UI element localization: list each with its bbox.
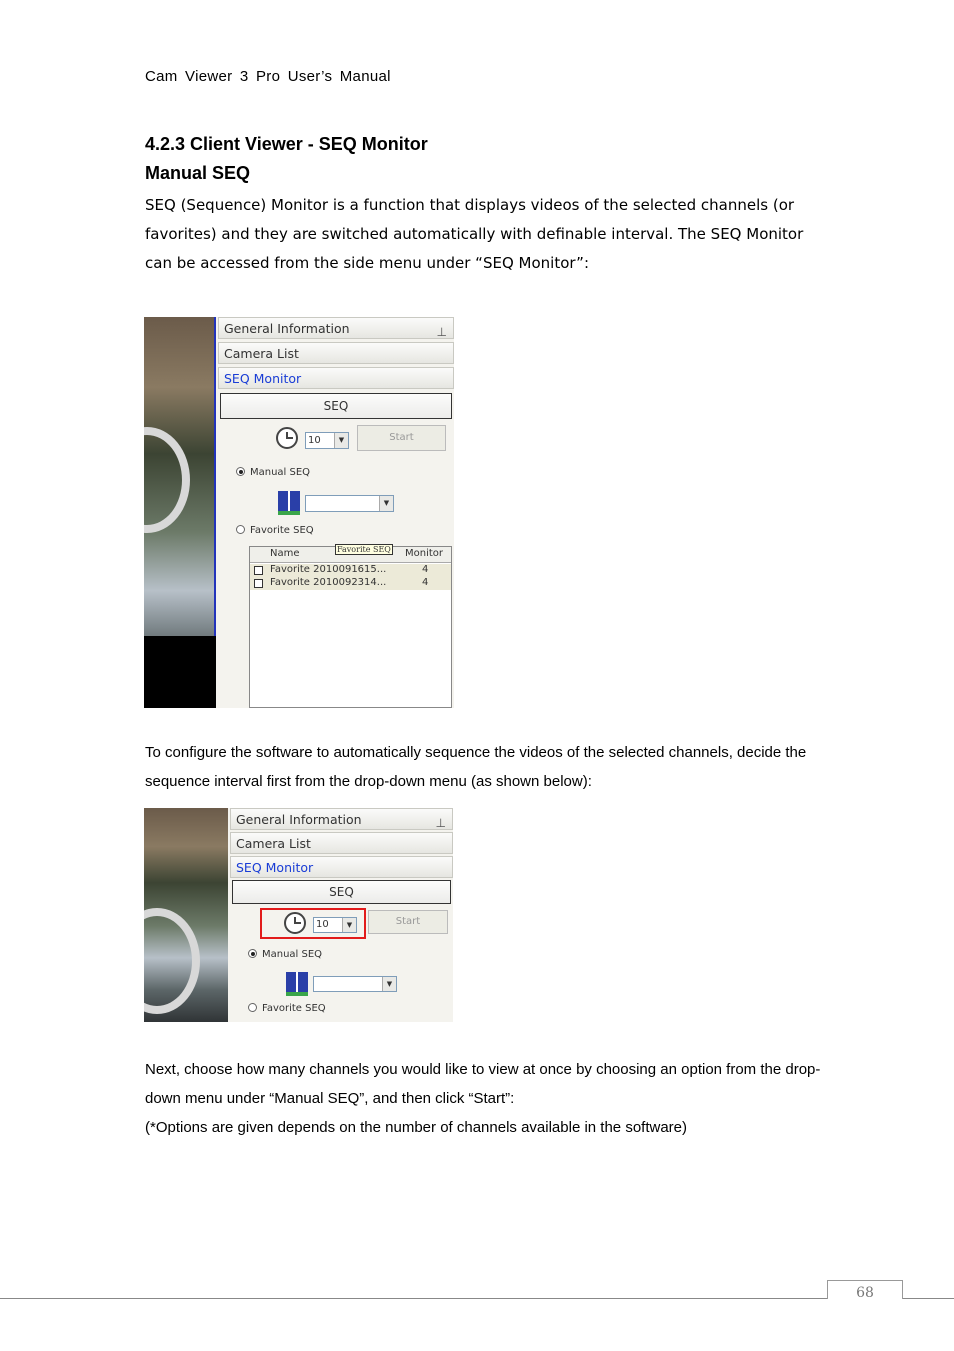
seq-button[interactable]: SEQ [220,393,452,419]
list-item[interactable]: Favorite 2010092314... 4 [250,577,451,590]
seq-monitor-screenshot [144,317,454,708]
checkbox[interactable] [254,566,263,575]
chevron-down-icon: ▼ [342,918,356,932]
manual-seq-radio[interactable]: Manual SEQ [248,949,322,960]
manual-seq-radio[interactable]: Manual SEQ [236,467,310,478]
list-item[interactable]: Favorite 2010091615... 4 [250,564,451,577]
favorite-seq-radio[interactable]: Favorite SEQ [248,1003,326,1014]
paragraph-interval: To configure the software to automatically sequence the videos of the selected channels, decide the sequence interval first from the drop-down menu (as shown below): [145,744,807,790]
pin-icon[interactable]: ⊥ [436,325,447,339]
tooltip: Favorite SEQ [337,545,391,554]
pin-icon[interactable]: ⊥ [435,816,446,830]
section-subtitle: Manual SEQ [145,163,251,183]
channels-icon [286,972,308,996]
checkbox[interactable] [254,579,263,588]
menu-camera-list[interactable]: Camera List [218,342,454,364]
camera-view-image [144,808,228,1022]
chevron-down-icon: ▼ [379,496,393,511]
chevron-down-icon: ▼ [334,433,348,448]
seq-interval-screenshot [144,808,453,1022]
paragraph-channels: Next, choose how many channels you would like to view at once by choosing an option from the drop-down menu under “Manual SEQ”, and then click “Start”: [145,1061,821,1107]
menu-seq-monitor[interactable]: SEQ Monitor [230,856,453,878]
menu-camera-list[interactable]: Camera List [230,832,453,854]
running-header: Cam Viewer 3 Pro User’s Manual [145,68,391,85]
side-menu [216,317,454,708]
channels-dropdown[interactable] [305,495,394,512]
header-monitor[interactable]: Monitor [405,548,444,559]
menu-seq-monitor[interactable]: SEQ Monitor [218,367,454,389]
footer-rule [0,1298,954,1299]
menu-general-information[interactable]: General Information ⊥ [218,317,454,339]
channels-icon [278,491,300,515]
header-name[interactable]: Name [270,548,300,559]
camera-view-image [144,317,216,708]
start-button[interactable]: Start [368,910,448,934]
timer-clock-icon [276,427,298,449]
menu-general-information[interactable]: General Information ⊥ [230,808,453,830]
paragraph-note: (*Options are given depends on the number of channels available in the software) [145,1119,687,1136]
favorite-seq-radio[interactable]: Favorite SEQ [236,525,314,536]
intro-paragraph: SEQ (Sequence) Monitor is a function that displays videos of the selected channels (or favorites) and they are switched automatically with definable interval. The SEQ Monitor can be accessed from the side menu under “SEQ Monitor”: [145,196,804,272]
section-title: 4.2.3 Client Viewer - SEQ Monitor [145,134,428,154]
interval-dropdown[interactable]: 10 ▼ [313,917,357,933]
channels-dropdown[interactable] [313,976,397,992]
highlight-box [260,908,366,939]
favorite-list[interactable] [249,546,452,708]
start-button[interactable]: Start [357,425,446,451]
interval-dropdown[interactable]: 10 ▼ [305,432,349,449]
side-menu [228,808,453,1022]
chevron-down-icon: ▼ [382,977,396,991]
seq-button[interactable]: SEQ [232,880,451,904]
page-number: 68 [827,1280,903,1299]
